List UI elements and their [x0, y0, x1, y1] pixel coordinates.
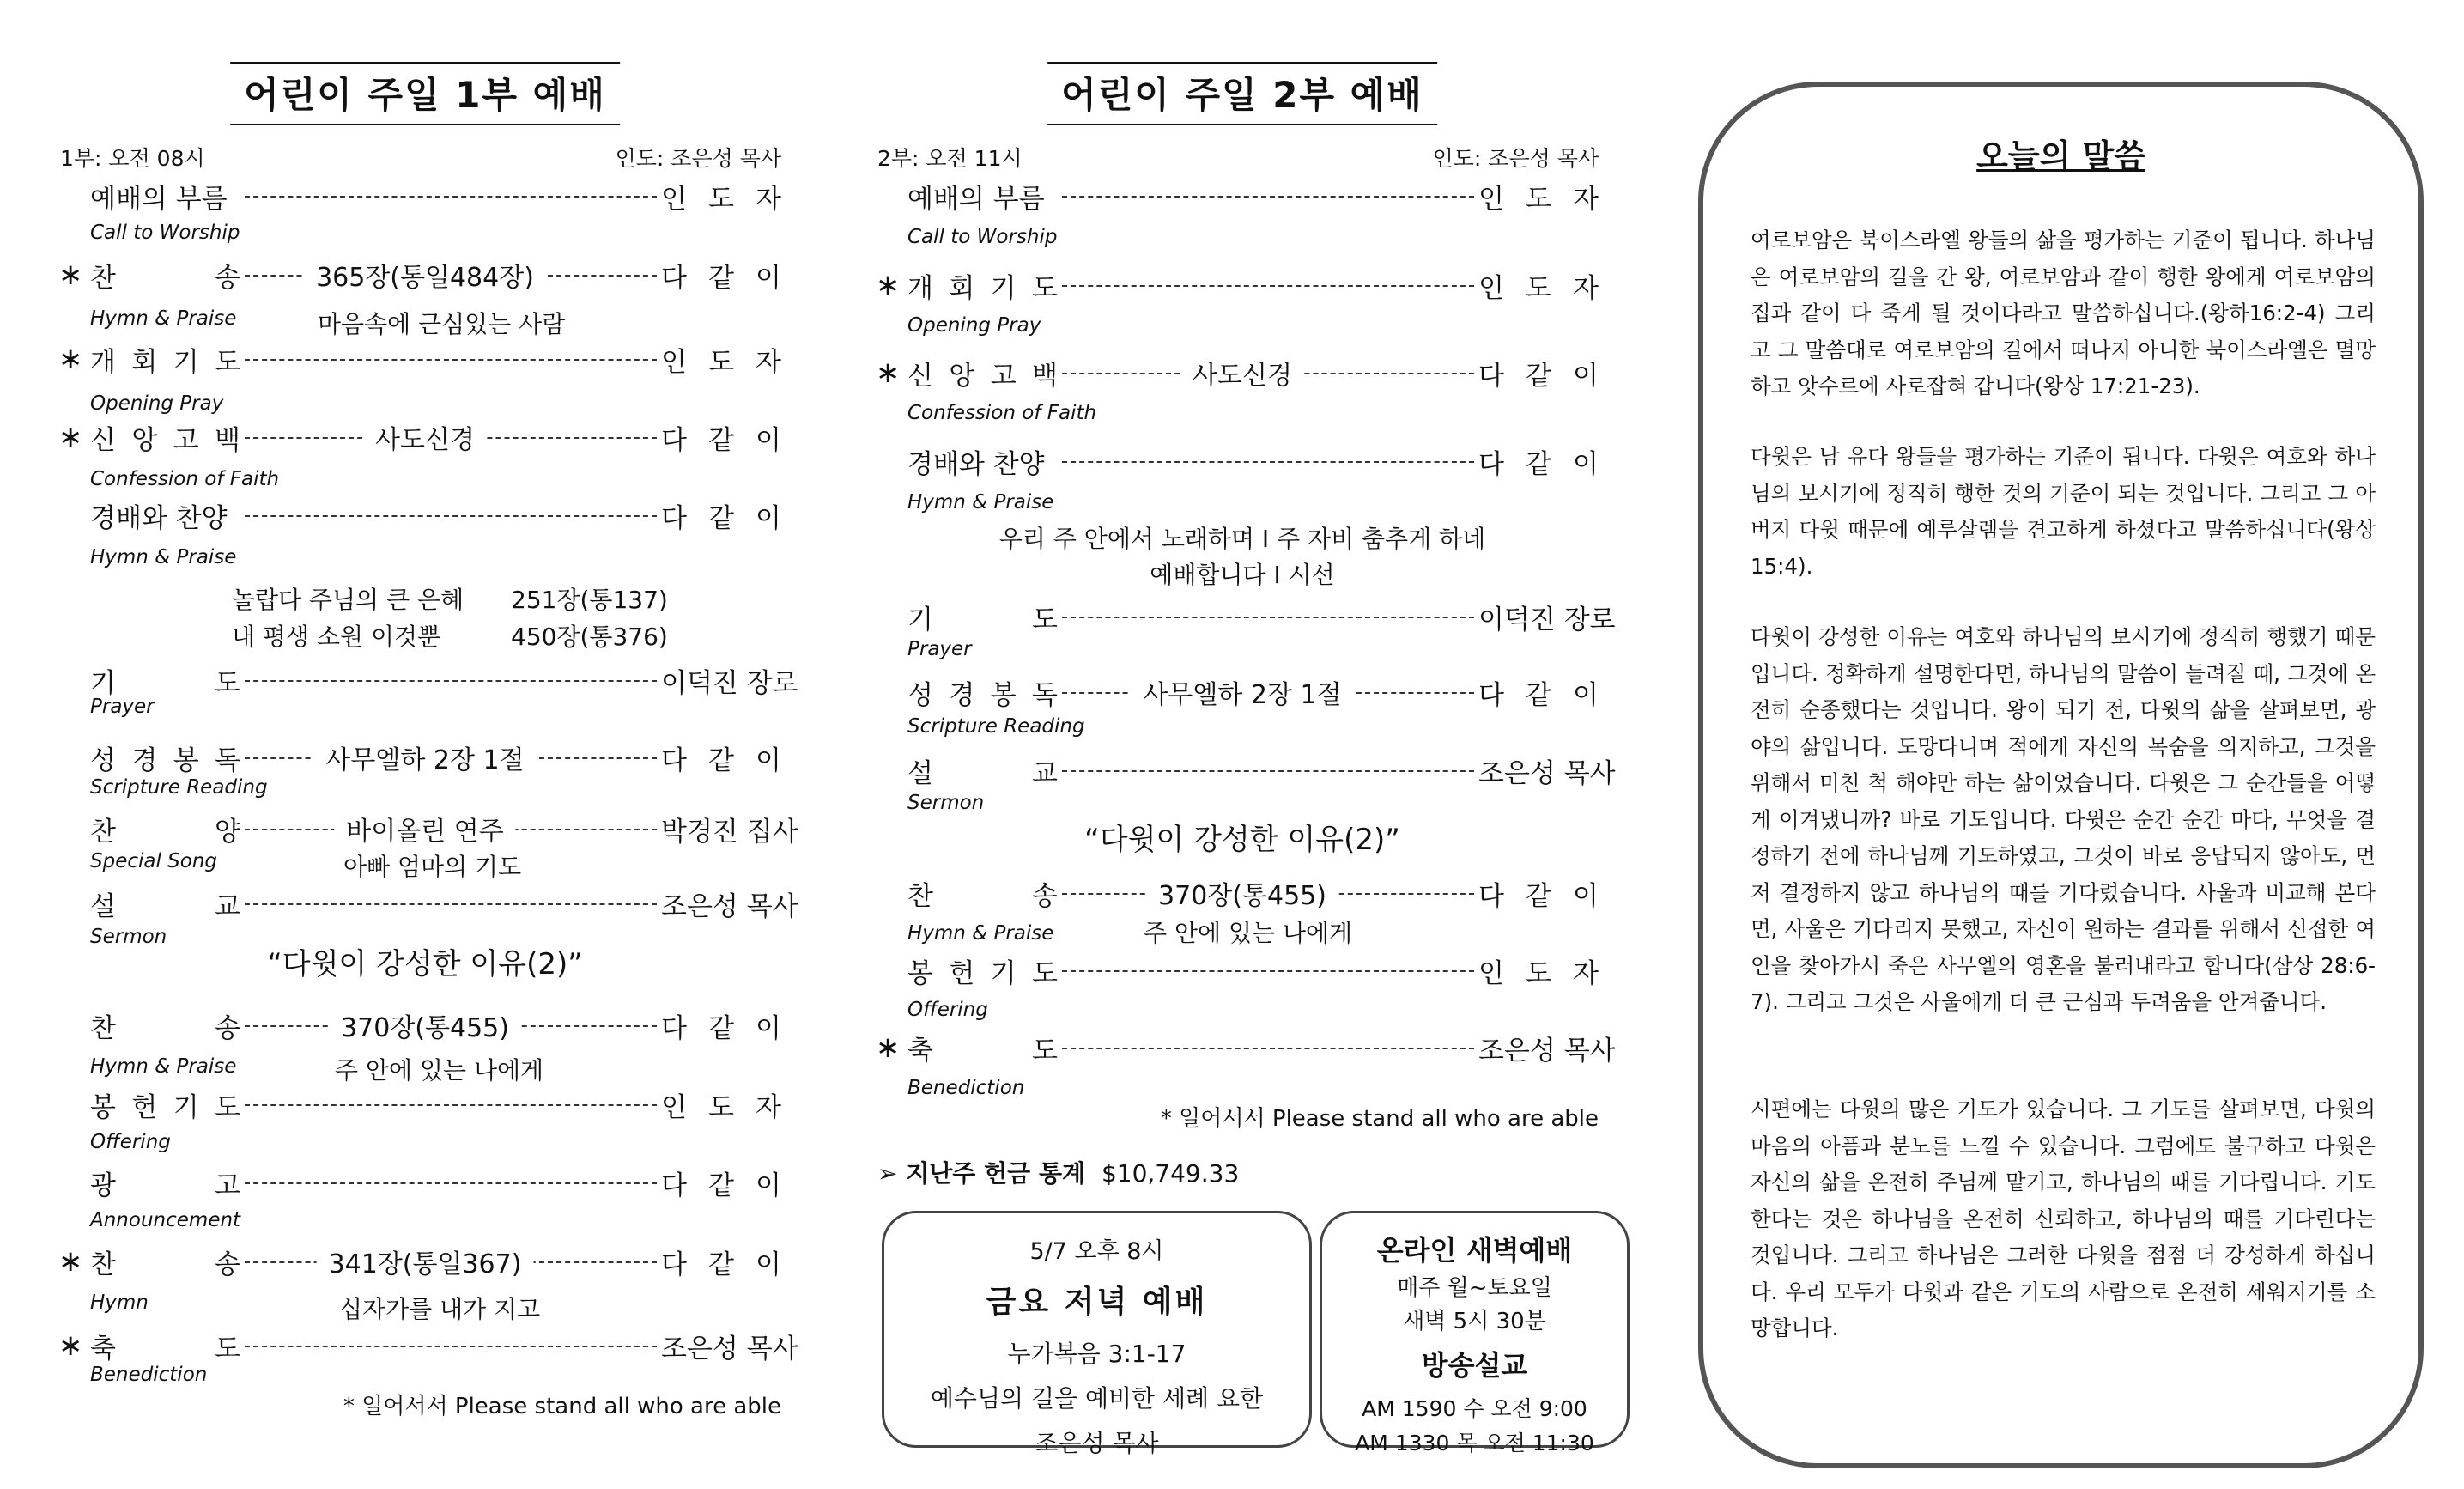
s1-item-leader: 다 같 이: [661, 1170, 781, 1201]
s1-row-12: [60, 1243, 790, 1280]
service-2-time: 2부: 오전 11시: [877, 146, 1023, 171]
s1-item-name: 찬 송: [90, 1249, 240, 1280]
leader-dots: [1062, 1048, 1474, 1049]
s1-item-name: 찬 송: [90, 1012, 240, 1044]
broadcast-am2: AM 1330 목 오전 11:30: [1355, 1431, 1594, 1456]
s1-item-leader: 다 같 이: [661, 744, 781, 776]
stand-marker: ∗: [876, 356, 901, 390]
s1-row-1: [60, 256, 790, 294]
service-2-header: [877, 142, 1607, 173]
s1-item-name: 개 회 기 도: [90, 346, 240, 378]
s1-row-11: [60, 1164, 790, 1201]
s1-item-leader: 다 같 이: [661, 262, 781, 294]
s2-item-leader: 이덕진 장로: [1478, 604, 1616, 635]
s1-item-leader: 이덕진 장로: [661, 667, 798, 699]
s1-item-name: 축 도: [90, 1333, 240, 1364]
s2-item-english: Scripture Reading: [907, 715, 1085, 738]
s2-row-2: [877, 354, 1607, 392]
s2-row-1: [877, 266, 1607, 304]
friday-title: 금요 저녁 예배: [986, 1285, 1208, 1320]
s1-item-leader: 박경진 집사: [661, 816, 798, 848]
online-dawn-box: [1320, 1211, 1630, 1456]
leader-dots: [1062, 617, 1474, 618]
s2-item-name: 경배와 찬양: [907, 448, 1045, 480]
s1-praise-a: 놀랍다 주님의 큰 은혜: [232, 586, 464, 614]
stand-marker: ∗: [876, 268, 901, 302]
s1-item-leader: 인 도 자: [661, 1091, 781, 1123]
leader-dots: [245, 515, 657, 517]
s1-item-detail: 341장(통일367): [317, 1243, 534, 1280]
s2-item-detail: 사무엘하 2장 1절: [1131, 673, 1353, 711]
stand-marker: ∗: [876, 1030, 901, 1065]
s1-hymn1-title: 마음속에 근심있는 사람: [318, 310, 566, 338]
s2-item-english: Sermon: [907, 792, 985, 814]
s2-item-english: Call to Worship: [907, 226, 1058, 248]
leader-dots: [245, 1346, 657, 1347]
s2-item-leader: 조은성 목사: [1478, 1035, 1616, 1067]
friday-passage: 누가복음 3:1-17: [1007, 1340, 1186, 1368]
leader-dots: [1062, 461, 1474, 463]
s1-item-detail: 바이올린 연주: [334, 810, 515, 848]
stand-marker: ∗: [58, 1328, 83, 1363]
s1-row-6: [60, 738, 790, 776]
leader-dots: [1062, 970, 1474, 972]
s2-row-7: [877, 874, 1607, 912]
s1-item-leader: 조은성 목사: [661, 890, 798, 922]
s1-item-leader: 인 도 자: [661, 183, 781, 215]
s2-praise-line2: 예배합니다 I 시선: [1150, 561, 1335, 589]
s1-item-english: Hymn & Praise: [90, 1055, 237, 1078]
s1-hymn2-title: 주 안에 있는 나에게: [335, 1056, 544, 1085]
leader-dots: [245, 903, 657, 905]
s2-hymn-title: 주 안에 있는 나에게: [1144, 919, 1353, 947]
s1-item-detail: 사도신경: [363, 418, 487, 456]
s2-item-english: Prayer: [907, 638, 972, 660]
word-paragraph-1: 여로보암은 북이스라엘 왕들의 삶을 평가하는 기준이 됩니다. 하나님은 여로보암의 길을 간 왕, 여로보암과 같이 행한 왕에게 여로보암의 집과 같이 다 죽게 될 것이다라고 말씀하십니다.(왕하16:2-4) 그리고 그 말씀대로 여로보암의 길에서 떠나지 아니한 북이스라엘은 멸망하고 앗수르에 사로잡혀 갑니다(왕상 17:21-23).: [1751, 228, 2376, 398]
offering-label: ➢ 지난주 헌금 통계: [877, 1159, 1086, 1188]
s1-item-english: Hymn & Praise: [90, 546, 237, 568]
online-time: 새벽 5시 30분: [1403, 1309, 1546, 1334]
s1-row-13: [58, 1327, 798, 1364]
s1-praise-b-number: 450장(통376): [511, 623, 668, 651]
s1-item-english: Sermon: [90, 926, 167, 948]
word-paragraph-2: 다윗은 남 유다 왕들을 평가하는 기준이 됩니다. 다윗은 여호와 하나님의 보시기에 정직히 행한 것의 기준이 되는 것입니다. 그리고 그 아버지 다윗 때문에 예루살렘을 견고하게 하셨다고 말씀하십니다(왕상 15:4).: [1751, 444, 2376, 579]
todays-word-panel: [1698, 82, 2424, 1468]
leader-dots: [245, 1182, 657, 1184]
s2-item-leader: 인 도 자: [1478, 272, 1599, 304]
s2-item-english: Offering: [907, 999, 988, 1021]
s1-item-name: 광 고: [90, 1170, 240, 1201]
s1-row-4: [60, 496, 790, 534]
s1-praise-a-number: 251장(통137): [511, 586, 668, 614]
s1-item-english: Offering: [90, 1131, 171, 1153]
s1-item-english: Prayer: [90, 696, 155, 718]
s2-row-5: [877, 673, 1607, 711]
s2-item-name: 축 도: [907, 1035, 1058, 1067]
s1-item-detail: 365장(통일484장): [304, 256, 546, 294]
s1-item-english: Benediction: [90, 1364, 208, 1386]
s1-special-song-title: 아빠 엄마의 기도: [343, 853, 522, 881]
s1-item-leader: 다 같 이: [661, 424, 781, 456]
s1-row-7: [60, 810, 798, 848]
s2-row-9: [876, 1029, 1616, 1067]
s2-item-name: 설 교: [907, 757, 1058, 789]
s1-item-english: Scripture Reading: [90, 776, 268, 799]
s2-item-name: 봉 헌 기 도: [907, 957, 1058, 989]
online-days: 매주 월~토요일: [1397, 1275, 1552, 1301]
s1-item-leader: 다 같 이: [661, 1249, 781, 1280]
leader-dots: [245, 680, 657, 682]
s2-praise-line1: 우리 주 안에서 노래하며 I 주 자비 춤추게 하네: [998, 525, 1486, 553]
friday-theme: 예수님의 길을 예비한 세례 요한: [930, 1384, 1264, 1413]
s1-row-3: [60, 418, 790, 456]
s1-stand-note: * 일어서서 Please stand all who are able: [343, 1394, 781, 1419]
service-1-header: [60, 142, 790, 173]
s2-item-english: Confession of Faith: [907, 402, 1097, 424]
s2-item-english: Hymn & Praise: [907, 491, 1054, 514]
s1-item-detail: 사무엘하 2장 1절: [313, 738, 536, 776]
friday-preacher: 조은성 목사: [1035, 1429, 1159, 1457]
broadcast-title: 방송설교: [1421, 1349, 1528, 1382]
s1-row-0: [60, 177, 790, 215]
s2-item-leader: 조은성 목사: [1478, 757, 1616, 789]
friday-service-box: [882, 1211, 1312, 1457]
s2-sermon-title: “다윗이 강성한 이유(2)”: [1084, 823, 1400, 857]
s2-item-name: 개 회 기 도: [907, 272, 1058, 304]
s1-praise-b: 내 평생 소원 이것뿐: [232, 623, 441, 651]
s1-row-9: [60, 1006, 790, 1044]
s2-item-name: 신 앙 고 백: [907, 360, 1058, 392]
s2-row-3: [877, 442, 1607, 480]
s2-item-leader: 다 같 이: [1478, 880, 1599, 912]
leader-dots: [245, 1104, 657, 1106]
s1-item-name: 신 앙 고 백: [90, 424, 240, 456]
s2-item-leader: 다 같 이: [1478, 448, 1599, 480]
stand-marker: ∗: [58, 258, 83, 292]
s1-item-detail: 370장(통455): [329, 1006, 521, 1044]
leader-dots: [245, 196, 657, 198]
s1-item-english: Call to Worship: [90, 222, 240, 244]
leader-dots: [1062, 285, 1474, 287]
todays-word-title: 오늘의 말씀: [1976, 137, 2145, 175]
s2-item-english: Opening Pray: [907, 314, 1041, 337]
s2-item-name: 기 도: [907, 604, 1058, 635]
s2-row-8: [877, 951, 1607, 989]
service-2-leader: 인도: 조은성 목사: [1432, 146, 1599, 171]
s2-item-name: 성 경 봉 독: [907, 679, 1058, 711]
s2-item-leader: 다 같 이: [1478, 679, 1599, 711]
s1-item-name: 찬 송: [90, 262, 240, 294]
s2-row-6: [877, 751, 1616, 789]
s2-item-name: 찬 송: [907, 880, 1058, 912]
s2-row-0: [877, 177, 1607, 215]
s1-item-english: Hymn & Praise: [90, 307, 237, 330]
s2-item-english: Hymn & Praise: [907, 922, 1054, 945]
s1-item-leader: 다 같 이: [661, 502, 781, 534]
stand-marker: ∗: [58, 420, 83, 454]
s1-item-leader: 다 같 이: [661, 1012, 781, 1044]
s1-item-name: 봉 헌 기 도: [90, 1091, 240, 1123]
leader-dots: [245, 359, 657, 361]
leader-dots: [1062, 196, 1474, 198]
s1-item-name: 성 경 봉 독: [90, 744, 240, 776]
broadcast-am1: AM 1590 수 오전 9:00: [1362, 1396, 1587, 1421]
friday-date: 5/7 오후 8시: [1029, 1238, 1164, 1265]
s1-row-8: [60, 884, 798, 922]
s1-item-name: 설 교: [90, 890, 240, 922]
s1-item-english: Hymn: [90, 1291, 149, 1314]
s1-item-name: 찬 양: [90, 816, 240, 848]
s1-item-name: 기 도: [90, 667, 240, 699]
service-1-leader: 인도: 조은성 목사: [615, 146, 781, 171]
leader-dots: [1062, 770, 1474, 772]
s1-item-english: Opening Pray: [90, 392, 224, 415]
s1-row-10: [60, 1085, 790, 1123]
s2-item-leader: 다 같 이: [1478, 360, 1599, 392]
s1-item-leader: 인 도 자: [661, 346, 781, 378]
s1-item-name: 경배와 찬양: [90, 502, 228, 534]
word-paragraph-3: 다윗이 강성한 이유는 여호와 하나님의 보시기에 정직히 행했기 때문입니다. 정확하게 설명한다면, 하나님의 말씀이 들려질 때, 그것에 온전히 순종했다는 것입니다. 왕이 되기 전, 다윗의 삶을 살펴보면, 광야의 삶입니다. 도망다니며 적에게 자신의 목숨을 의지하고, 그것을 위해서 미친 척 해야만 하는 삶이었습니다. 다윗은 그 순간들을 어떻게 이겨냈니까? 바로 기도입니다. 다윗은 순간 순간 마다, 무엇을 결정하기 전에 하나님께 기도하였고, 그것이 바로 응답되지 않아도, 먼저 결정하지 않고 하나님의 때를 기다렸습니다. 사울과 비교해 본다면, 사울은 기다리지 못했고, 자신이 원하는 결과를 위해서 신접한 여인을 찾아가서 죽은 사무엘의 영혼을 불러내라고 합니다(삼상 28:6-7). 그리고 그것은 사울에게 더 큰 근심과 두려움을 안겨줍니다.: [1751, 624, 2376, 1014]
s2-item-name: 예배의 부름: [907, 183, 1045, 215]
online-title: 온라인 새벽예배: [1376, 1234, 1573, 1267]
s2-row-4: [877, 598, 1616, 635]
s1-sermon-title: “다윗이 강성한 이유(2)”: [267, 947, 583, 982]
s1-item-english: Special Song: [90, 850, 218, 872]
s2-item-detail: 사도신경: [1180, 354, 1304, 392]
s2-item-leader: 인 도 자: [1478, 957, 1599, 989]
s2-item-leader: 인 도 자: [1478, 183, 1599, 215]
s1-item-leader: 조은성 목사: [661, 1333, 798, 1364]
s1-item-name: 예배의 부름: [90, 183, 228, 215]
s1-row-5: [60, 661, 798, 699]
service-1-title: 어린이 주일 1부 예배: [230, 62, 620, 125]
offering-amount: $10,749.33: [1101, 1159, 1240, 1188]
stand-marker: ∗: [58, 342, 83, 376]
offering-stats: [877, 1155, 1239, 1189]
s2-stand-note: * 일어서서 Please stand all who are able: [1160, 1106, 1599, 1132]
s1-item-english: Confession of Faith: [90, 468, 280, 490]
s1-hymn3-title: 십자가를 내가 지고: [339, 1295, 541, 1323]
s2-item-detail: 370장(통455): [1146, 874, 1338, 912]
s2-item-english: Benediction: [907, 1077, 1025, 1099]
service-2-title: 어린이 주일 2부 예배: [1047, 62, 1437, 125]
s1-item-english: Announcement: [90, 1209, 241, 1231]
service-1-time: 1부: 오전 08시: [60, 146, 205, 171]
word-paragraph-4: 시편에는 다윗의 많은 기도가 있습니다. 그 기도를 살펴보면, 다윗의 마음의 아픔과 분노를 느낄 수 있습니다. 그럼에도 불구하고 다윗은 자신의 삶을 온전히 주님께 맡기고, 하나님의 때를 기다립니다. 기도한다는 것은 하나님을 온전히 신뢰하고, 하나님의 때를 기다린다는 것입니다. 그리고 하나님은 그러한 다윗을 점점 더 강성하게 하십니다. 우리 모두가 다윗과 같은 기도의 사람으로 온전히 세워지기를 소망합니다.: [1751, 1097, 2376, 1340]
stand-marker: ∗: [58, 1244, 83, 1279]
s1-row-2: [60, 340, 790, 378]
